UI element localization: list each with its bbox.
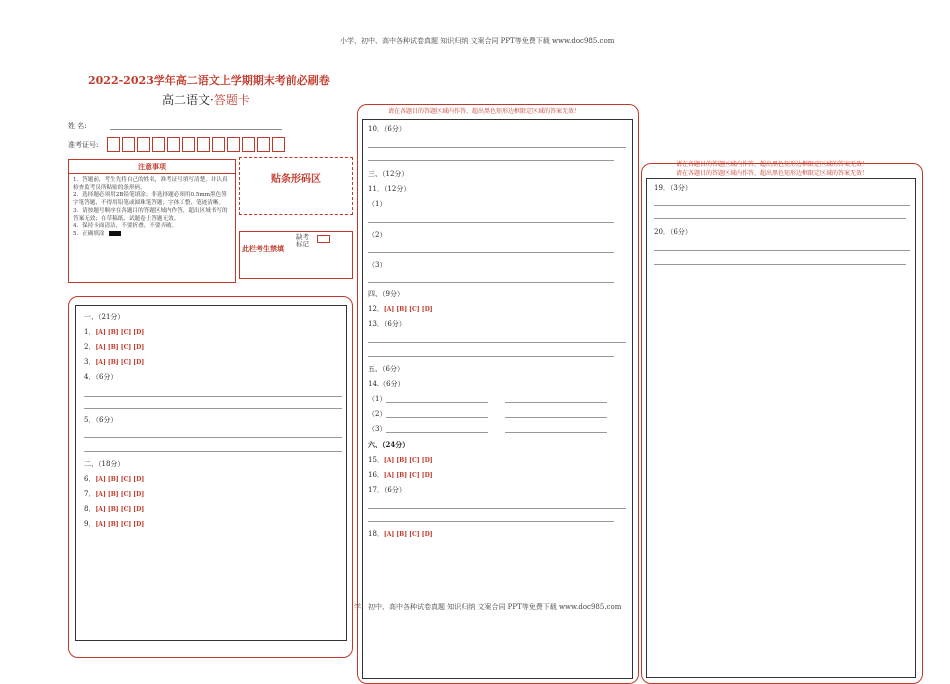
notice-item: 1．答题前，考生先将自己的姓名，准考证号填写清楚，并认真检查监考员所粘贴的条形码。 (73, 177, 228, 191)
id-digit-box[interactable] (182, 137, 195, 152)
id-digit-box[interactable] (122, 137, 135, 152)
sub-question-1: （1） (368, 200, 387, 208)
notice-item-fill-example (73, 231, 231, 239)
section-4-heading: 四、（9分） (368, 290, 404, 298)
sub-question-2: （2） (368, 231, 387, 239)
question-5: 5．（6分） (84, 416, 118, 424)
notice-heading: 注意事项 (69, 160, 235, 174)
question-number: 9． (84, 520, 96, 528)
answer-line[interactable] (654, 250, 910, 251)
answer-line[interactable] (368, 356, 614, 357)
question-20: 20．（6分） (654, 228, 692, 236)
answer-line[interactable] (505, 402, 607, 403)
question-7 (84, 489, 144, 499)
answer-line[interactable] (368, 521, 614, 522)
question-3 (84, 357, 144, 367)
answer-line[interactable] (505, 417, 607, 418)
question-number: 8． (84, 505, 96, 513)
options-q12[interactable]: [A] [B] [C] [D] (383, 306, 433, 313)
section-3-heading: 三、（12分） (368, 170, 409, 178)
exam-title: 2022-2023学年高二语文上学期期末考前必刷卷 (88, 74, 330, 87)
answer-line[interactable] (386, 417, 488, 418)
notice-item: 3．请按题号顺序在各题目的答题区域内作答，超出区域书写的答案无效；在草稿纸、试题卷上答题无效。 (73, 207, 228, 222)
answer-line[interactable] (654, 218, 906, 219)
question-number: 1． (84, 328, 96, 336)
answer-line[interactable] (368, 147, 626, 148)
subtitle-accent: 答题卡 (213, 93, 250, 107)
notice-box (68, 159, 236, 283)
options-q9[interactable]: [A] [B] [C] [D] (95, 521, 145, 528)
question-4: 4．（6分） (84, 373, 118, 381)
id-digit-box[interactable] (257, 137, 270, 152)
filled-mark-sample (109, 231, 121, 236)
answer-line[interactable] (84, 396, 342, 397)
question-16 (368, 470, 433, 480)
options-q6[interactable]: [A] [B] [C] [D] (95, 476, 145, 483)
question-number: 12． (368, 305, 384, 313)
name-label: 姓 名: (68, 122, 87, 130)
answer-line[interactable] (368, 160, 614, 161)
barcode-area (239, 157, 353, 215)
column-2-warning: 请在各题目的答题区域内作答，超出黑色矩形边框限定区域的答案无效！ (388, 108, 581, 115)
answer-line[interactable] (368, 282, 614, 283)
sub-question-1: （1） (368, 395, 387, 403)
question-number: 6． (84, 475, 96, 483)
question-number: 3． (84, 358, 96, 366)
section-5-heading: 五、（6分） (368, 365, 404, 373)
question-1 (84, 327, 144, 337)
id-digit-box[interactable] (107, 137, 120, 152)
sub-question-3: （3） (368, 425, 387, 433)
absent-mark-box[interactable] (317, 235, 330, 243)
id-label: 准考证号: (68, 141, 99, 149)
id-digit-box[interactable] (152, 137, 165, 152)
question-11: 11．（12分） (368, 185, 411, 193)
section-6-heading: 六、（24分） (368, 440, 410, 449)
answer-line[interactable] (386, 432, 488, 433)
question-2 (84, 342, 144, 352)
sub-question-2: （2） (368, 410, 387, 418)
question-12 (368, 304, 433, 314)
question-number: 18． (368, 530, 384, 538)
answer-line[interactable] (368, 252, 614, 253)
sub-question-3: （3） (368, 261, 387, 269)
answer-line[interactable] (654, 205, 910, 206)
answer-line[interactable] (368, 342, 626, 343)
absent-label: 缺考 标记 (296, 233, 309, 248)
section-1-heading: 一、（21分） (84, 313, 125, 321)
answer-area-3 (646, 178, 916, 678)
answer-line[interactable] (84, 408, 342, 409)
absent-box (239, 231, 353, 279)
column-3-warning-repeat: 请在各题目的答题区域内作答，超出黑色矩形边框限定区域的答案无效！ (676, 170, 869, 177)
notice-item: 5．正确填涂 (73, 230, 105, 237)
answer-line[interactable] (654, 264, 906, 265)
options-q18[interactable]: [A] [B] [C] [D] (383, 531, 433, 538)
id-digit-box[interactable] (197, 137, 210, 152)
question-6 (84, 474, 144, 484)
answer-line[interactable] (84, 437, 342, 438)
options-q3[interactable]: [A] [B] [C] [D] (95, 359, 145, 366)
notice-item: 2．选择题必须用2B铅笔填涂；非选择题必须用0.5mm黑色签字笔答题，不得用铅笔或圆珠笔答题；字体工整、笔迹清晰。 (73, 192, 227, 207)
id-digit-box[interactable] (167, 137, 180, 152)
id-digit-box[interactable] (137, 137, 150, 152)
question-9 (84, 519, 144, 529)
answer-line[interactable] (505, 432, 607, 433)
answer-area-2 (362, 119, 633, 679)
options-q2[interactable]: [A] [B] [C] [D] (95, 344, 145, 351)
section-2-heading: 二、（18分） (84, 460, 125, 468)
watermark-bottom: 学、初中、高中各种试卷真题 知识归纳 文案合同 PPT等免费下载 www.doc985.com (354, 603, 622, 611)
name-field[interactable] (110, 129, 282, 130)
id-digit-box[interactable] (227, 137, 240, 152)
answer-line[interactable] (386, 402, 488, 403)
notice-list (69, 174, 235, 239)
id-digit-box[interactable] (272, 137, 285, 152)
barcode-label: 贴条形码区 (271, 174, 321, 185)
card-subtitle (162, 91, 250, 108)
answer-line[interactable] (368, 222, 614, 223)
options-q8[interactable]: [A] [B] [C] [D] (95, 506, 145, 513)
options-q1[interactable]: [A] [B] [C] [D] (95, 329, 145, 336)
question-17: 17．（6分） (368, 486, 406, 494)
question-number: 7． (84, 490, 96, 498)
question-13: 13．（6分） (368, 320, 406, 328)
subtitle-main: 高二语文· (162, 93, 214, 107)
question-10: 10．（6分） (368, 125, 406, 133)
column-3-warning: 请在各题目的答题区域内作答，超出黑色矩形边框限定区域的答案无效！ (676, 161, 869, 168)
watermark-top: 小学、初中、高中各种试卷真题 知识归纳 文案合同 PPT等免费下载 www.doc985.com (340, 37, 615, 45)
question-number: 16． (368, 471, 384, 479)
question-8 (84, 504, 144, 514)
question-19: 19．（3分） (654, 184, 692, 192)
question-number: 2． (84, 343, 96, 351)
options-q15[interactable]: [A] [B] [C] [D] (383, 457, 433, 464)
notice-item: 4．保持卡面清洁，不要折叠、不要弄破。 (73, 223, 178, 230)
answer-line[interactable] (368, 508, 626, 509)
question-number: 15． (368, 456, 384, 464)
question-15 (368, 455, 433, 465)
id-digit-box[interactable] (212, 137, 225, 152)
question-14: 14.（6分） (368, 380, 405, 388)
answer-line[interactable] (84, 451, 342, 452)
options-q16[interactable]: [A] [B] [C] [D] (383, 472, 433, 479)
id-digit-box[interactable] (242, 137, 255, 152)
options-q7[interactable]: [A] [B] [C] [D] (95, 491, 145, 498)
answer-area-1 (75, 305, 347, 641)
absent-warning: 此栏考生禁填 (242, 244, 284, 253)
question-18 (368, 529, 433, 539)
